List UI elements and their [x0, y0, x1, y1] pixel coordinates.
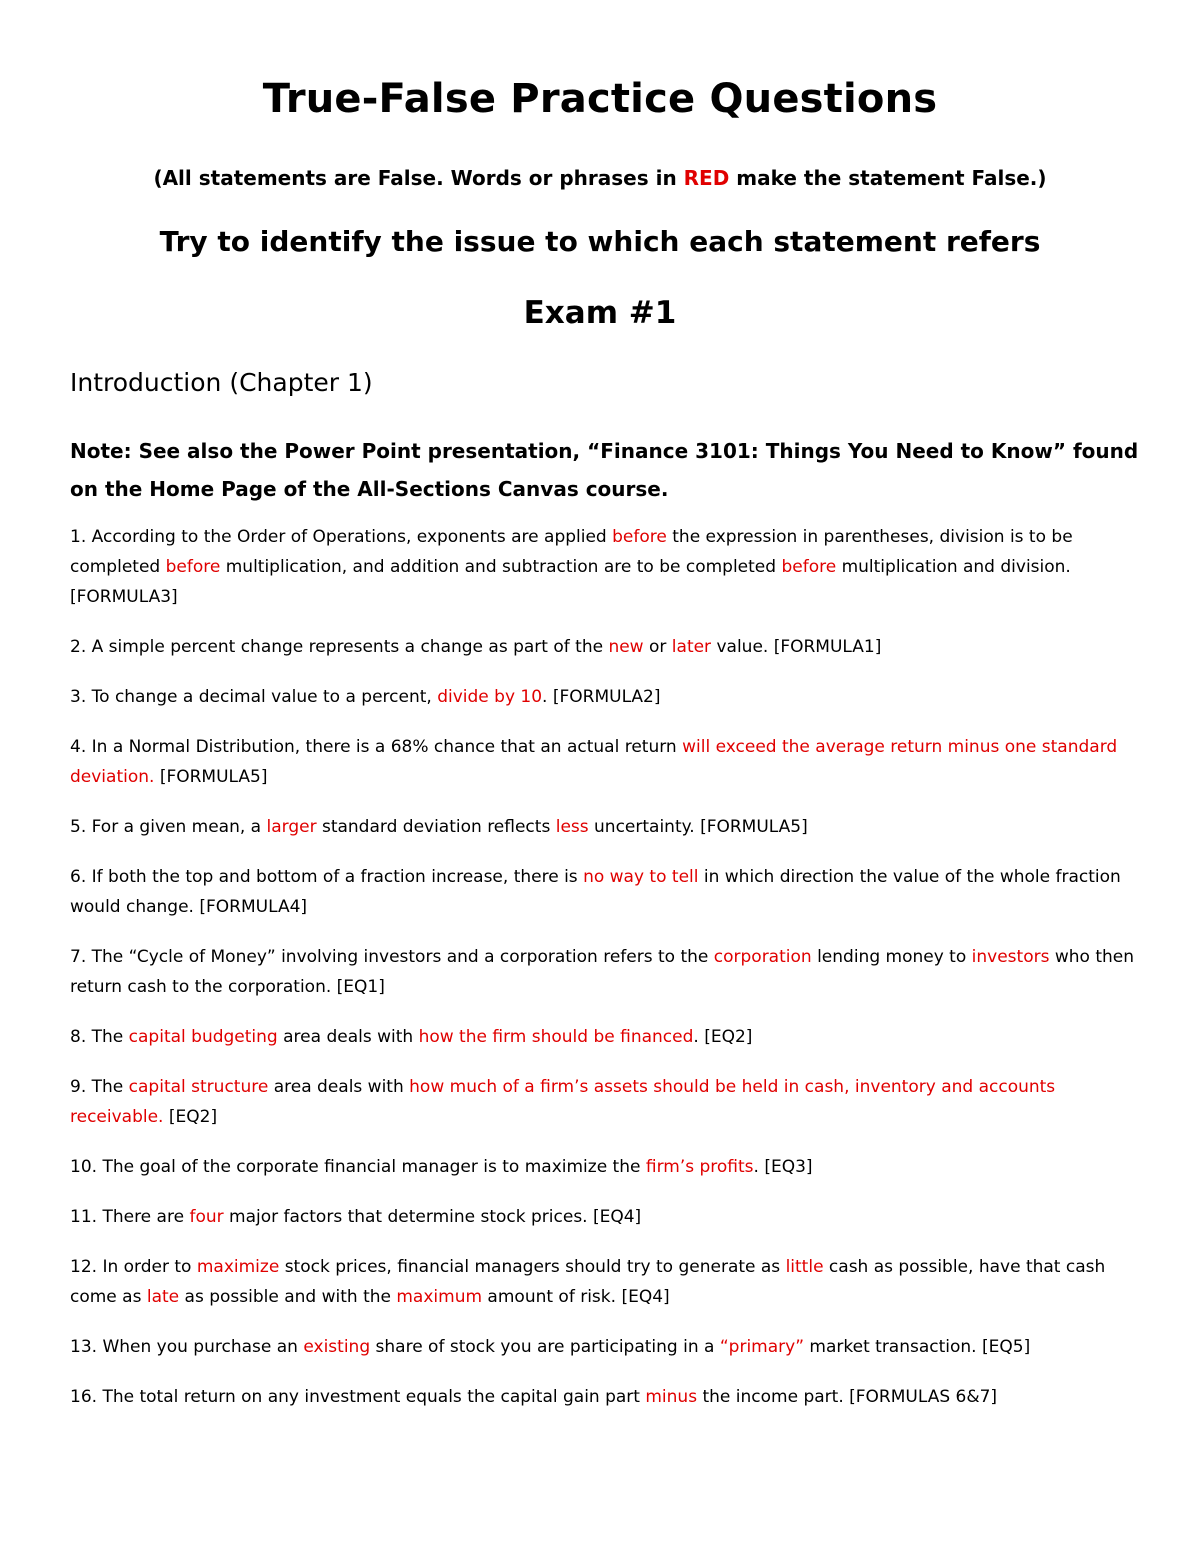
instruction-heading: Try to identify the issue to which each statement refers	[159, 225, 1041, 258]
question-item	[70, 1382, 1140, 1412]
question-text: The	[86, 1027, 129, 1047]
false-phrase: little	[785, 1257, 824, 1277]
question-number: 13.	[70, 1337, 98, 1357]
question-text: amount of risk. [EQ4]	[482, 1287, 670, 1307]
question-number: 10.	[70, 1157, 98, 1177]
question-text: cash as possible, have that cash come as	[70, 1257, 1106, 1307]
question-item	[70, 812, 1140, 842]
question-text: the income part. [FORMULAS 6&7]	[697, 1387, 998, 1407]
question-text: The	[86, 1077, 129, 1097]
question-item	[70, 522, 1140, 612]
question-text: multiplication, and addition and subtraction are to be completed	[220, 557, 782, 577]
false-phrase: “primary”	[719, 1337, 805, 1357]
question-text: If both the top and bottom of a fraction increase, there is	[86, 867, 584, 887]
question-text: [FORMULA5]	[154, 767, 268, 787]
question-item	[70, 1072, 1140, 1132]
question-text: the expression in parentheses, division is to be completed	[70, 527, 1073, 577]
false-phrase: before	[165, 557, 221, 577]
question-text: . [EQ3]	[753, 1157, 813, 1177]
false-phrase: how much of a firm’s assets should be held in cash, inventory and accounts receivable.	[70, 1077, 1056, 1127]
false-phrase: investors	[971, 947, 1050, 967]
question-number: 1.	[70, 527, 87, 547]
question-item	[70, 682, 1140, 712]
question-text: The goal of the corporate financial manager is to maximize the	[97, 1157, 646, 1177]
question-number: 12.	[70, 1257, 98, 1277]
question-text: A simple percent change represents a change as part of the	[86, 637, 609, 657]
question-number: 5.	[70, 817, 87, 837]
question-number: 11.	[70, 1207, 98, 1227]
question-text: For a given mean, a	[86, 817, 267, 837]
question-text: who then return cash to the corporation. [EQ1]	[70, 947, 1135, 997]
question-item	[70, 942, 1140, 1002]
subtitle-red-word: RED	[683, 166, 730, 190]
question-text: To change a decimal value to a percent,	[86, 687, 438, 707]
question-item	[70, 862, 1140, 922]
false-phrase: capital structure	[128, 1077, 269, 1097]
question-item	[70, 1252, 1140, 1312]
question-text: uncertainty. [FORMULA5]	[588, 817, 808, 837]
subtitle-pre: (All statements are False. Words or phrases in	[153, 166, 684, 190]
question-text: multiplication and division. [FORMULA3]	[70, 557, 1071, 607]
question-text: as possible and with the	[179, 1287, 397, 1307]
false-phrase: before	[781, 557, 837, 577]
question-text: . [FORMULA2]	[542, 687, 661, 707]
question-text: area deals with	[277, 1027, 419, 1047]
question-item	[70, 1202, 1140, 1232]
question-text: The “Cycle of Money” involving investors and a corporation refers to the	[86, 947, 714, 967]
question-text: standard deviation reflects	[316, 817, 556, 837]
question-text: stock prices, financial managers should try to generate as	[279, 1257, 786, 1277]
question-number: 8.	[70, 1027, 87, 1047]
question-text: market transaction. [EQ5]	[804, 1337, 1031, 1357]
false-phrase: less	[555, 817, 589, 837]
false-phrase: capital budgeting	[128, 1027, 278, 1047]
question-text: There are	[97, 1207, 190, 1227]
question-item	[70, 1022, 1140, 1052]
false-phrase: maximize	[196, 1257, 280, 1277]
question-number: 9.	[70, 1077, 87, 1097]
question-text: share of stock you are participating in a	[370, 1337, 720, 1357]
exam-heading: Exam #1	[523, 295, 677, 331]
false-phrase: maximum	[396, 1287, 483, 1307]
question-text: In order to	[97, 1257, 197, 1277]
question-number: 7.	[70, 947, 87, 967]
false-phrase: firm’s profits	[645, 1157, 754, 1177]
question-item	[70, 1332, 1140, 1362]
false-phrase: divide by 10	[437, 687, 543, 707]
question-text: or	[643, 637, 672, 657]
question-text: area deals with	[268, 1077, 410, 1097]
question-item	[70, 732, 1140, 792]
section-heading: Introduction (Chapter 1)	[70, 368, 373, 397]
subtitle-post: make the statement False.)	[729, 166, 1047, 190]
question-text: According to the Order of Operations, exponents are applied	[86, 527, 613, 547]
question-text: [EQ2]	[163, 1107, 218, 1127]
note-paragraph: Note: See also the Power Point presentation, “Finance 3101: Things You Need to Know” found on the Home Page of the All-Sections Canvas course.	[70, 439, 1139, 501]
question-number: 3.	[70, 687, 87, 707]
false-phrase: later	[671, 637, 712, 657]
question-text: lending money to	[811, 947, 972, 967]
page-title: True-False Practice Questions	[262, 76, 938, 122]
false-phrase: four	[189, 1207, 224, 1227]
question-number: 6.	[70, 867, 87, 887]
question-text: major factors that determine stock prices. [EQ4]	[223, 1207, 642, 1227]
question-text: When you purchase an	[97, 1337, 304, 1357]
false-phrase: minus	[645, 1387, 698, 1407]
question-text: value. [FORMULA1]	[711, 637, 882, 657]
false-phrase: larger	[266, 817, 317, 837]
question-number: 2.	[70, 637, 87, 657]
question-text: in which direction the value of the whole fraction would change. [FORMULA4]	[70, 867, 1121, 917]
false-phrase: new	[608, 637, 644, 657]
false-phrase: late	[146, 1287, 180, 1307]
question-text: . [EQ2]	[693, 1027, 753, 1047]
false-phrase: existing	[303, 1337, 371, 1357]
question-number: 16.	[70, 1387, 98, 1407]
question-text: The total return on any investment equals the capital gain part	[97, 1387, 646, 1407]
question-number: 4.	[70, 737, 87, 757]
false-phrase: before	[612, 527, 667, 547]
question-text: In a Normal Distribution, there is a 68% chance that an actual return	[86, 737, 683, 757]
question-item	[70, 1152, 1140, 1182]
false-phrase: will exceed the average return minus one standard deviation.	[70, 737, 1118, 787]
false-phrase: how the firm should be financed	[418, 1027, 694, 1047]
subtitle	[0, 166, 1200, 190]
question-item	[70, 632, 1140, 662]
false-phrase: corporation	[713, 947, 812, 967]
false-phrase: no way to tell	[583, 867, 699, 887]
